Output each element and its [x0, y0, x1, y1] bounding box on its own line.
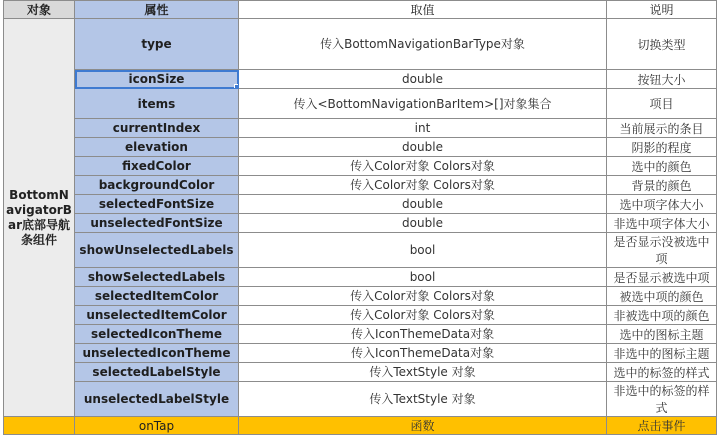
table-row	[4, 382, 717, 417]
table-row	[4, 287, 717, 306]
value-cell[interactable]: 传入Color对象 Colors对象	[239, 306, 607, 325]
table-row	[4, 19, 717, 70]
value-cell[interactable]: 函数	[239, 417, 607, 435]
value-cell[interactable]: double	[239, 70, 607, 89]
header-description[interactable]: 说明	[607, 1, 717, 19]
table-row	[4, 70, 717, 89]
table-row	[4, 233, 717, 268]
table-row	[4, 138, 717, 157]
value-cell[interactable]: double	[239, 138, 607, 157]
description-cell[interactable]: 被选中项的颜色	[607, 287, 717, 306]
attribute-cell[interactable]: type	[75, 19, 239, 70]
table-row	[4, 363, 717, 382]
value-cell[interactable]: 传入Color对象 Colors对象	[239, 287, 607, 306]
fill-handle[interactable]	[234, 84, 239, 89]
table-row	[4, 119, 717, 138]
description-cell[interactable]: 选中的图标主题	[607, 325, 717, 344]
value-cell[interactable]: 传入Color对象 Colors对象	[239, 176, 607, 195]
attribute-cell[interactable]: unselectedIconTheme	[75, 344, 239, 363]
attribute-cell[interactable]: onTap	[75, 417, 239, 435]
value-cell[interactable]: int	[239, 119, 607, 138]
object-cell[interactable]: BottomNavigatorBar底部导航条组件	[4, 19, 75, 417]
table-row	[4, 344, 717, 363]
header-row	[4, 1, 717, 19]
description-cell[interactable]: 非选中的图标主题	[607, 344, 717, 363]
value-cell[interactable]: 传入Color对象 Colors对象	[239, 157, 607, 176]
description-cell[interactable]: 非选中项字体大小	[607, 214, 717, 233]
attribute-cell[interactable]: selectedLabelStyle	[75, 363, 239, 382]
value-cell[interactable]: 传入TextStyle 对象	[239, 363, 607, 382]
attribute-cell[interactable]: items	[75, 89, 239, 119]
description-cell[interactable]: 选中的颜色	[607, 157, 717, 176]
attribute-cell[interactable]: unselectedLabelStyle	[75, 382, 239, 417]
attribute-cell[interactable]: selectedFontSize	[75, 195, 239, 214]
value-cell[interactable]: 传入IconThemeData对象	[239, 325, 607, 344]
value-cell[interactable]: 传入IconThemeData对象	[239, 344, 607, 363]
description-cell[interactable]: 背景的颜色	[607, 176, 717, 195]
empty-object-cell[interactable]	[4, 417, 75, 435]
description-cell[interactable]: 选中项字体大小	[607, 195, 717, 214]
attribute-cell[interactable]: showUnselectedLabels	[75, 233, 239, 268]
attribute-cell[interactable]: fixedColor	[75, 157, 239, 176]
header-object[interactable]: 对象	[4, 1, 75, 19]
table-row	[4, 306, 717, 325]
attribute-label: iconSize	[128, 72, 185, 86]
description-cell[interactable]: 非选中的标签的样式	[607, 382, 717, 417]
value-cell[interactable]: bool	[239, 233, 607, 268]
value-cell[interactable]: 传入<BottomNavigationBarItem>[]对象集合	[239, 89, 607, 119]
description-cell[interactable]: 是否显示被选中项	[607, 268, 717, 287]
table-row	[4, 89, 717, 119]
attribute-cell[interactable]: unselectedItemColor	[75, 306, 239, 325]
value-cell[interactable]: double	[239, 195, 607, 214]
attribute-cell[interactable]: selectedIconTheme	[75, 325, 239, 344]
attribute-cell[interactable]: showSelectedLabels	[75, 268, 239, 287]
header-value[interactable]: 取值	[239, 1, 607, 19]
attribute-cell[interactable]: currentIndex	[75, 119, 239, 138]
description-cell[interactable]: 项目	[607, 89, 717, 119]
description-cell[interactable]: 选中的标签的样式	[607, 363, 717, 382]
description-cell[interactable]: 切换类型	[607, 19, 717, 70]
attribute-cell[interactable]: backgroundColor	[75, 176, 239, 195]
header-attribute[interactable]: 属性	[75, 1, 239, 19]
table-row	[4, 195, 717, 214]
value-cell[interactable]: 传入BottomNavigationBarType对象	[239, 19, 607, 70]
attribute-cell[interactable]: selectedItemColor	[75, 287, 239, 306]
table-row	[4, 176, 717, 195]
table-row-highlighted	[4, 417, 717, 435]
attribute-table	[3, 0, 717, 435]
description-cell[interactable]: 非被选中项的颜色	[607, 306, 717, 325]
selected-attribute-cell[interactable]	[75, 70, 239, 89]
value-cell[interactable]: double	[239, 214, 607, 233]
description-cell[interactable]: 按钮大小	[607, 70, 717, 89]
description-cell[interactable]: 是否显示没被选中项	[607, 233, 717, 268]
table-row	[4, 157, 717, 176]
table-row	[4, 325, 717, 344]
description-cell[interactable]: 阴影的程度	[607, 138, 717, 157]
description-cell[interactable]: 当前展示的条目	[607, 119, 717, 138]
attribute-cell[interactable]: elevation	[75, 138, 239, 157]
description-cell[interactable]: 点击事件	[607, 417, 717, 435]
value-cell[interactable]: bool	[239, 268, 607, 287]
value-cell[interactable]: 传入TextStyle 对象	[239, 382, 607, 417]
attribute-cell[interactable]: unselectedFontSize	[75, 214, 239, 233]
table-row	[4, 214, 717, 233]
table-row	[4, 268, 717, 287]
